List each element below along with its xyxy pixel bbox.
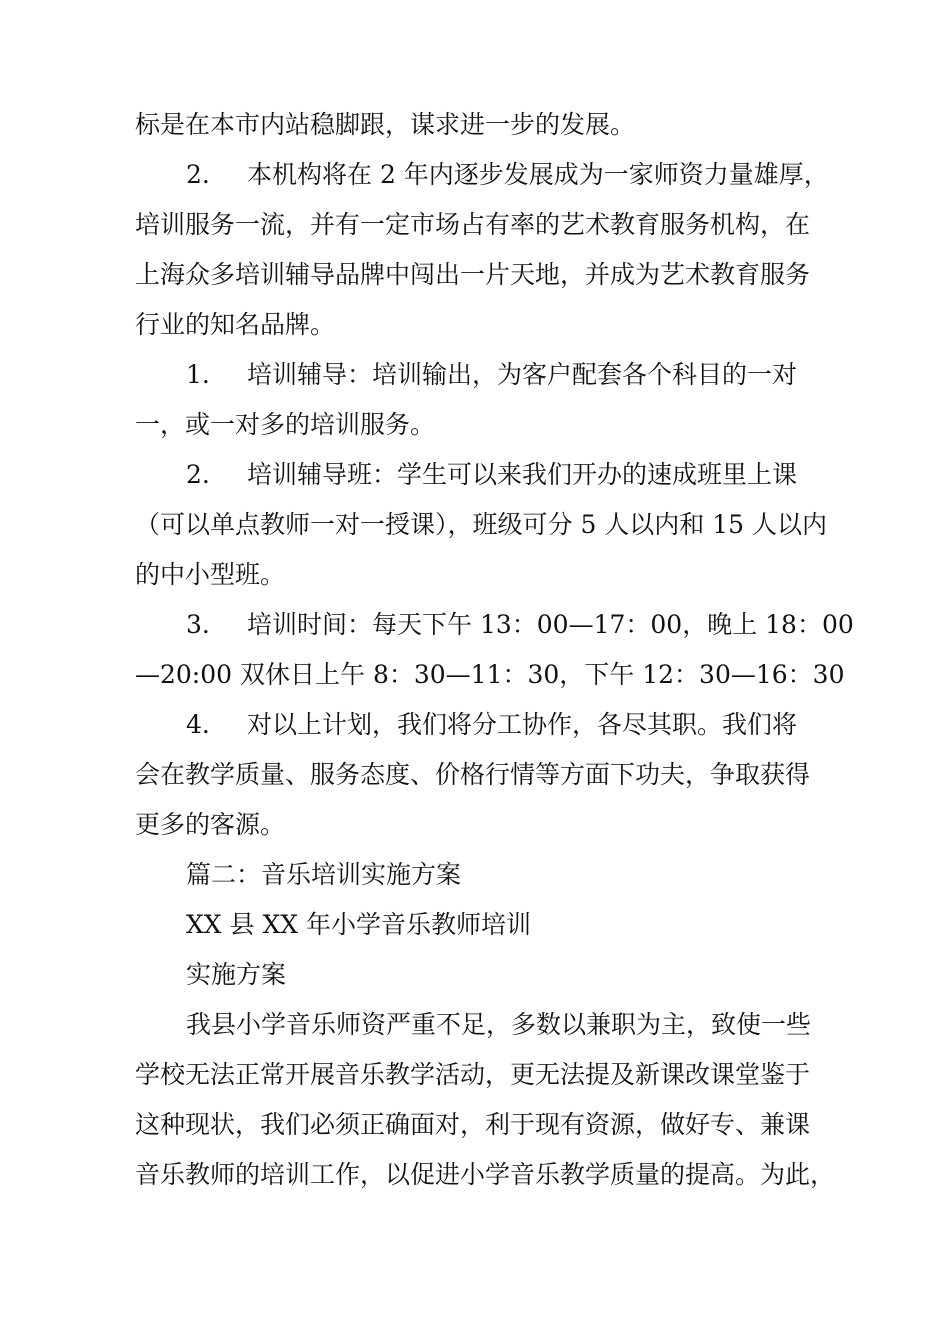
document-title-text: XX 县 XX 年小学音乐教师培训 bbox=[186, 910, 532, 939]
item-number: 4. bbox=[186, 710, 210, 739]
text-line bbox=[0, 750, 950, 800]
line-text: 本机构将在 2 年内逐步发展成为一家师资力量雄厚， bbox=[247, 160, 829, 189]
numbered-item-line bbox=[0, 150, 950, 200]
numbered-item-line bbox=[0, 700, 950, 750]
line-text: 学校无法正常开展音乐教学活动，更无法提及新课改课堂鉴于 bbox=[135, 1060, 811, 1089]
line-text: 音乐教师的培训工作，以促进小学音乐教学质量的提高。为此， bbox=[135, 1160, 836, 1189]
line-text: 这种现状，我们必须正确面对，利于现有资源，做好专、兼课 bbox=[135, 1110, 811, 1139]
line-text: 培训辅导：培训输出，为客户配套各个科目的一对 bbox=[247, 360, 798, 389]
line-text: 更多的客源。 bbox=[135, 810, 286, 839]
section-heading-text: 篇二：音乐培训实施方案 bbox=[186, 860, 462, 889]
text-line bbox=[0, 650, 950, 700]
line-text: 培训服务一流，并有一定市场占有率的艺术教育服务机构，在 bbox=[135, 210, 811, 239]
line-text: 对以上计划，我们将分工协作，各尽其职。我们将 bbox=[247, 710, 798, 739]
line-text: 一，或一对多的培训服务。 bbox=[135, 410, 436, 439]
text-line bbox=[0, 1050, 950, 1100]
document-subtitle-text: 实施方案 bbox=[186, 960, 287, 989]
text-line bbox=[0, 550, 950, 600]
line-text: （可以单点教师一对一授课），班级可分 5 人以内和 15 人以内 bbox=[135, 510, 828, 539]
line-text: 培训时间：每天下午 13：00—17：00，晚上 18：00 bbox=[247, 610, 854, 639]
text-line bbox=[0, 250, 950, 300]
line-text: 培训辅导班：学生可以来我们开办的速成班里上课 bbox=[247, 460, 798, 489]
line-text: 会在教学质量、服务态度、价格行情等方面下功夫，争取获得 bbox=[135, 760, 811, 789]
text-line bbox=[0, 800, 950, 850]
item-number: 2. bbox=[186, 160, 210, 189]
item-number: 3. bbox=[186, 610, 210, 639]
line-text: 上海众多培训辅导品牌中闯出一片天地，并成为艺术教育服务 bbox=[135, 260, 811, 289]
line-text: 的中小型班。 bbox=[135, 560, 286, 589]
text-line bbox=[0, 500, 950, 550]
text-line bbox=[0, 1100, 950, 1150]
numbered-item-line bbox=[0, 450, 950, 500]
item-number: 2. bbox=[186, 460, 210, 489]
text-line bbox=[0, 400, 950, 450]
line-text: —20:00 双休日上午 8：30—11：30，下午 12：30—16：30 bbox=[135, 660, 845, 689]
text-line bbox=[0, 200, 950, 250]
document-title bbox=[0, 900, 950, 950]
numbered-item-line bbox=[0, 600, 950, 650]
numbered-item-line bbox=[0, 350, 950, 400]
text-line bbox=[0, 1000, 950, 1050]
item-number: 1. bbox=[186, 360, 210, 389]
section-heading bbox=[0, 850, 950, 900]
document-subtitle bbox=[0, 950, 950, 1000]
text-line bbox=[0, 100, 950, 150]
text-line bbox=[0, 1150, 950, 1200]
text-line bbox=[0, 300, 950, 350]
line-text: 行业的知名品牌。 bbox=[135, 310, 336, 339]
line-text: 标是在本市内站稳脚跟，谋求进一步的发展。 bbox=[135, 110, 636, 139]
line-text: 我县小学音乐师资严重不足，多数以兼职为主，致使一些 bbox=[186, 1010, 812, 1039]
